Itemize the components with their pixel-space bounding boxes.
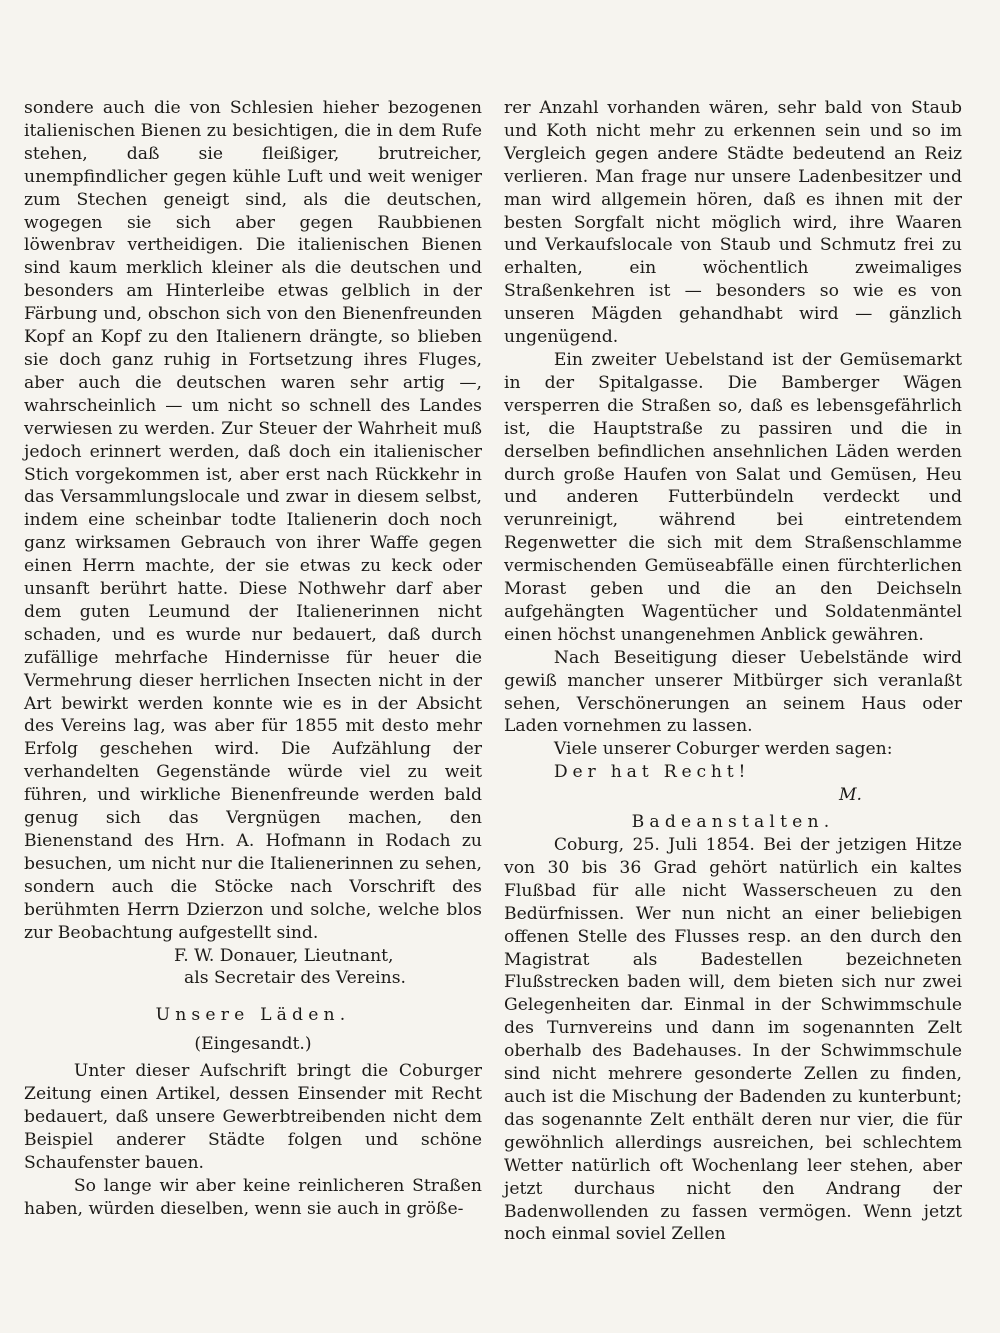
improvement-paragraph: Nach Beseitigung dieser Uebelstände wird gewiß mancher unserer Mitbürger sich veranlaßt sehen, Verschönerungen an seinem Haus oder Laden vornehmen zu lassen. [504,647,962,737]
shops-paragraph-1: Unter dieser Aufschrift bringt die Coburger Zeitung einen Artikel, dessen Einsender mit Recht bedauert, daß unsere Gewerbtreibenden nicht dem Beispiel anderer Städte folgen und schöne Schaufenster bauen. [24,1061,482,1173]
left-column [24,97,482,1221]
signature-title: als Secretair des Vereins. [184,968,407,989]
citizens-saying: Viele unserer Coburger werden sagen: [553,739,893,760]
shops-paragraph-2: So lange wir aber keine reinlicheren Straßen haben, würden dieselben, wenn sie auch in größe- [24,1175,482,1219]
section-subheading: (Eingesandt.) [194,1034,312,1055]
author-initial: M. [838,785,862,806]
exclamation-line: Der hat Recht! [553,762,751,783]
right-column [504,97,962,1246]
section-heading-shops: Unsere Läden. [155,1005,351,1026]
baths-paragraph: Coburg, 25. Juli 1854. Bei der jetzigen Hitze von 30 bis 36 Grad gehört natürlich ein kaltes Flußbad für alle nicht Wasserscheuen zu den Bedürfnissen. Wer nun nicht an einer beliebigen offenen Stelle des Flusses resp. an den durch den Magistrat als Badestellen bezeichneten Flußstrecken baden will, dem bieten sich nur zwei Gelegenheiten dar. Einmal in der Schwimmschule des Turnvereins und dann im sogenannten Zelt oberhalb des Badehauses. In der Schwimmschule sind nicht mehrere gesonderte Zellen zu finden, auch ist die Mischung der Badenden zu kunterbunt; das sogenannte Zelt enthält deren nur vier, die für gewöhnlich allerdings ausreichen, bei schlechtem Wetter natürlich oft Wochenlang leer stehen, aber jetzt durchaus nicht den Andrang der Badenwollenden zu fassen vermögen. Wenn jetzt noch einmal soviel Zellen [504,835,962,1245]
shops-paragraph-continued: rer Anzahl vorhanden wären, sehr bald von Staub und Koth nicht mehr zu erkennen sein und so im Vergleich gegen andere Städte bedeutend an Reiz verlieren. Man frage nur unsere Ladenbesitzer und man wird allgemein hören, daß es ihnen mit der besten Sorgfalt nicht möglich wird, ihre Waaren und Verkaufslocale von Staub und Schmutz frei zu erhalten, ein wöchentlich zweimaliges Straßenkehren ist — besonders so wie es von unseren Mägden gehandhabt wird — gänzlich ungenügend. [504,98,962,348]
section-heading-baths: Badeanstalten. [631,812,835,833]
vegetable-market-paragraph: Ein zweiter Uebelstand ist der Gemüsemarkt in der Spitalgasse. Die Bamberger Wägen versperren die Straßen so, daß es lebensgefährlich ist, die Hauptstraße zu passiren und die in derselben befindlichen ansehnlichen Läden werden durch große Haufen von Salat und Gemüsen, Heu und anderen Futterbündeln verdeckt und verunreinigt, während bei eintretendem Regenwetter die sich mit dem Straßenschlamme vermischenden Gemüseabfälle einen fürchterlichen Morast geben und die an den Deichseln aufgehängten Wagentücher und Soldatenmäntel einen höchst unangenehmen Anblick gewähren. [504,349,962,645]
bee-article-paragraph: sondere auch die von Schlesien hieher bezogenen italienischen Bienen zu besichtigen, die in dem Rufe stehen, daß sie fleißiger, brutreicher, unempfindlicher gegen kühle Luft und weit weniger zum Stechen geneigt sind, als die deutschen, wogegen sie sich aber gegen Raubbienen löwenbrav vertheidigen. Die italienischen Bienen sind kaum merklich kleiner als die deutschen und besonders am Hinterleibe etwas gelblich in der Färbung und, obschon sich von den Bienenfreunden Kopf an Kopf zu den Italienern drängte, so blieben sie doch ganz ruhig in Fortsetzung ihres Fluges, aber auch die deutschen waren sehr artig —, wahrscheinlich — um nicht so schnell des Landes verwiesen zu werden. Zur Steuer der Wahrheit muß jedoch erinnert werden, daß doch ein italienischer Stich vorgekommen ist, aber erst nach Rückkehr in das Versammlungslocale und zwar in diesem selbst, indem eine scheinbar todte Italienerin doch noch ganz wirksamen Gebrauch von ihrer Waffe gegen einen Herrn machte, der sie etwas zu keck oder unsanft berührt hatte. Diese Nothwehr darf aber dem guten Leumund der Italienerinnen nicht schaden, und es wurde nur bedauert, daß durch zufällige mehrfache Hindernisse für heuer die Vermehrung dieser herrlichen Insecten nicht in der Art bewirkt werden konnte wie es in der Absicht des Vereins lag, was aber für 1855 mit desto mehr Erfolg geschehen wird. Die Aufzählung der verhandelten Gegenstände würde viel zu weit führen, und wirkliche Bienenfreunde werden bald genug sich das Vergnügen machen, den Bienenstand des Hrn. A. Hofmann in Rodach zu besuchen, um nicht nur die Italienerinnen zu sehen, sondern auch die Stöcke nach Vorschrift des berühmten Herrn Dzierzon und solche, welche blos zur Beobachtung aufgestellt sind. [24,98,482,943]
signature-name: F. W. Donauer, Lieutnant, [174,945,394,966]
